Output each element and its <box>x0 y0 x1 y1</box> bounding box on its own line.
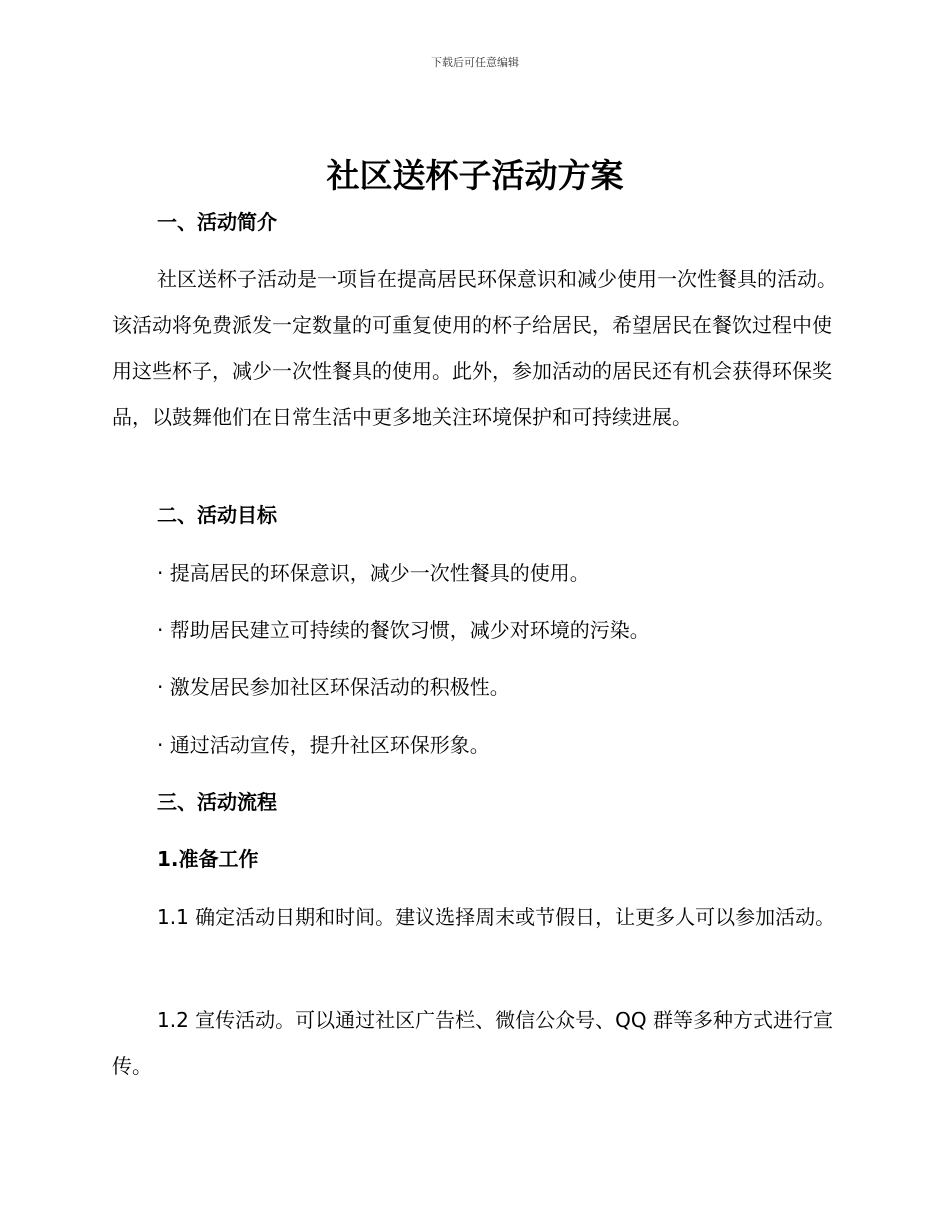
goal-item: · 激发居民参加社区环保活动的积极性。 <box>157 675 510 699</box>
subheading-preparation: 1.准备工作 <box>157 847 259 871</box>
goal-item: · 帮助居民建立可持续的餐饮习惯，减少对环境的污染。 <box>157 618 650 642</box>
section-heading-process: 三、活动流程 <box>157 790 277 814</box>
section-heading-intro: 一、活动简介 <box>157 210 277 234</box>
intro-paragraph: 社区送杯子活动是一项旨在提高居民环保意识和减少使用一次性餐具的活动。该活动将免费派发一定数量的可重复使用的杯子给居民，希望居民在餐饮过程中使用这些杯子，减少一次性餐具的使用。此外，参加活动的居民还有机会获得环保奖品，以鼓舞他们在日常生活中更多地关注环境保护和可持续进展。 <box>112 267 837 429</box>
process-step: 1.2 宣传活动。可以通过社区广告栏、微信公众号、QQ 群等多种方式进行宣传。 <box>112 1008 834 1078</box>
header-note: 下载后可任意编辑 <box>431 56 519 69</box>
document-title: 社区送杯子活动方案 <box>326 156 624 195</box>
goal-item: · 提高居民的环保意识，减少一次性餐具的使用。 <box>157 561 590 585</box>
goal-item: · 通过活动宣传，提升社区环保形象。 <box>157 733 490 757</box>
section-heading-goals: 二、活动目标 <box>157 503 277 527</box>
process-step: 1.1 确定活动日期和时间。建议选择周末或节假日，让更多人可以参加活动。 <box>157 905 836 929</box>
